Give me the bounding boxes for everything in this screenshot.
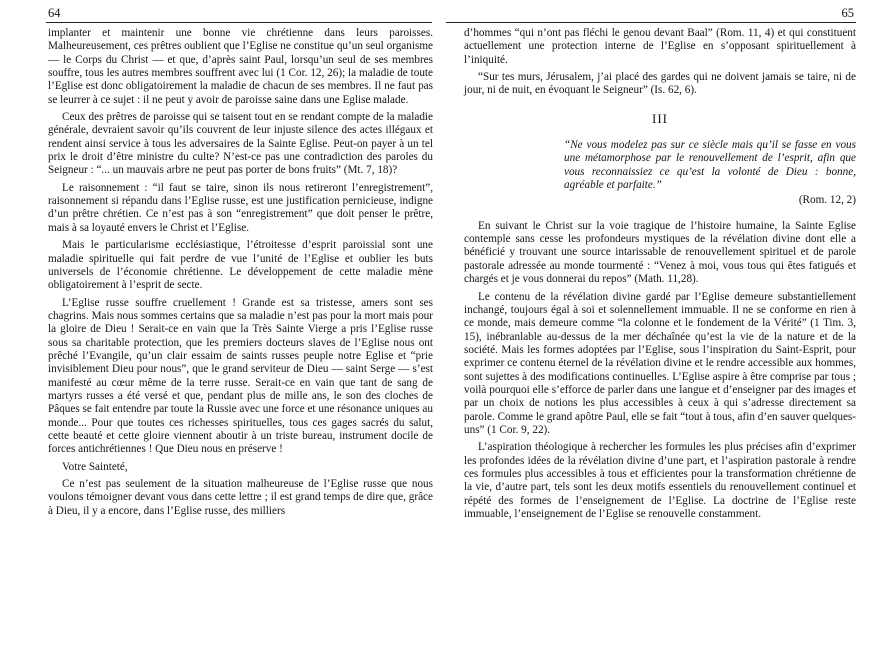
paragraph: d’hommes “qui n’ont pas fléchi le genou devant Baal” (Rom. 11, 4) et qui constituent actuellement une protection interne de l’Eglise en s’opposant spirituellement à l’iniquité. [464, 27, 856, 66]
epigraph-reference: (Rom. 12, 2) [798, 194, 856, 207]
epigraph: “Ne vous modelez pas sur ce siècle mais qu’il se fasse en vous une métamorphose par le renouvellement de l’esprit, afin que vous reconnaissiez ce qu’est la volonté de Dieu : bonne, agréable et parfaite.” [564, 139, 856, 192]
quotation: “Sur tes murs, Jérusalem, j’ai placé des gardes qui ne doivent jamais se taire, ni de jour, ni de nuit, en évoquant le Seigneur” (Is. 62, 6). [464, 71, 856, 97]
right-page [438, 0, 876, 651]
salutation: Votre Sainteté, [62, 460, 128, 473]
paragraph: L’Eglise russe souffre cruellement ! Grande est sa tristesse, amers sont ses chagrins. Mais nous sommes certains que sa maladie n’est pas pour la mort mais pour la gloire de Dieu ! Serait-ce en vain que la Très Sainte Vierge a pris l’Eglise russe sous sa charitable protection, que les premiers docteurs slaves de l’Eglise nous ont prêché l’Evangile, qu’un clair essaim de saints russes peuple notre Eglise et “prie invisiblement Dieu pour nous”, que le grand serviteur de Dieu — saint Serge — s’est manifesté au cœur même de la terre russe. Serait-ce en vain que tant de sang de martyrs russes a été versé et que, pendant plus de mille ans, le son des cloches de Pâques se fait entendre par toute la Russie avec une force et une résonance uniques au monde... Pour que toutes ces richesses spirituelles, tous ces gages sacrés du salut, cette beauté et cette gloire viennent aboutir à un triste bureau, instrument docile de forces antichrétiennes ! Que Dieu nous en préserve ! [48, 296, 433, 456]
paragraph: En suivant le Christ sur la voie tragique de l’histoire humaine, la Sainte Eglise contemple sans cesse les profondeurs mystiques de la révélation divine dont elle a bénéficié y trouvant une source intarissable de renouvellement spirituel et de parole pastorale adressée au monde tourmenté : “Venez à moi, vous tous qui êtes fatigués et chargés et je vous donnerai du repos” (Math. 11,28). [464, 219, 856, 286]
header-rule-right [446, 22, 856, 23]
paragraph: Ce n’est pas seulement de la situation malheureuse de l’Eglise russe que nous voulons témoigner devant vous dans cette lettre ; il est grand temps de dire que, grâce à Dieu, il y a encore, dans l’Eglise russe, des milliers [48, 478, 433, 517]
paragraph: L’aspiration théologique à rechercher les formules les plus précises afin d’exprimer les profondes idées de la révélation divine d’une part, et l’aspiration pastorale à rendre ces formules plus accessibles à tous et efficientes pour la transformation chrétienne de la vie, d’autre part, tels sont les deux motifs essentiels du renouvellement continuel et répété des formes de l’enseignement de l’Eglise. La doctrine de l’Eglise reste immuable, l’enseignement de l’Eglise se renouvelle constamment. [464, 441, 856, 520]
section-heading: III [652, 110, 668, 126]
paragraph: Le raisonnement : “il faut se taire, sinon ils nous retireront l’enregistrement”, raisonnement si répandu dans l’Eglise russe, est une justification pernicieuse, indigne d’un prêtre chrétien. Ce n’est pas à son “enregistrement” que doit penser le prêtre, mais à sa loyauté envers le Christ et l’Eglise. [48, 181, 433, 234]
paragraph: Mais le particularisme ecclésiastique, l’étroitesse d’esprit paroissial sont une maladie spirituelle qui fait perdre de vue l’unité de l’Eglise et oublier les buts universels de l’économie chrétienne. Le développement de cette maladie mène obligatoirement à l’esprit de secte. [48, 239, 433, 292]
paragraph: implanter et maintenir une bonne vie chrétienne dans leurs paroisses. Malheureusement, ces prêtres oublient que l’Eglise ne constitue qu’un seul organisme — le Corps du Christ — et que, d’après saint Paul, lorsqu’un seul de ses membres souffre, tous les autres membres souffrent avec lui (1 Cor. 12, 26); la maladie de toute l’Eglise est donc obligatoirement la maladie de chacun de ses membres. Il ne faut pas se leurrer à ce sujet : il ne peut y avoir de paroisse saine dans une Eglise malade. [48, 27, 433, 106]
paragraph: Ceux des prêtres de paroisse qui se taisent tout en se rendant compte de la maladie générale, devraient savoir qu’ils couvrent de leur injuste silence des actes illégaux et rendent ainsi service à tous les adversaires de la Sainte Eglise. Peut-on payer à un tel prix le droit d’être ministre du culte? N’est-ce pas une contradiction des paroles du Seigneur : “... un mauvais arbre ne peut pas porter de bons fruits” (Mt. 7, 18)? [48, 111, 433, 177]
left-text-column [48, 27, 433, 522]
page-number-left: 64 [48, 6, 61, 20]
paragraph: Le contenu de la révélation divine gardé par l’Eglise demeure substantiellement inchangé, toujours égal à soi et solennellement immuable. Il ne se conforme en rien à ce monde, mais demeure comme “la colonne et le fondement de la Vérité” (1 Tim. 3, 15), inébranlable au-dessus de la mer déchaînée qu’est la vie de la nature et de la société. Mais les formes adoptées par l’Eglise, sous l’inspiration du Saint-Esprit, pour exprimer ce contenu éternel de la révélation divine et le rendre accessible aux hommes, sont sujettes à des modifications continuelles. L’Eglise aspire à être comprise par tous ; voilà pourquoi elle s’efforce de parler dans une langue et d’enseigner par des images et par un choix de notions les plus accessibles à ceux à qui s’adresse directement sa parole. Comme le grand apôtre Paul, elle se fait “tout à tous, afin d’en sauver quelques-uns” (1 Cor. 9, 22). [464, 290, 856, 436]
right-text-column [464, 27, 856, 525]
page-number-right: 65 [841, 6, 854, 20]
header-rule-left [46, 22, 432, 23]
